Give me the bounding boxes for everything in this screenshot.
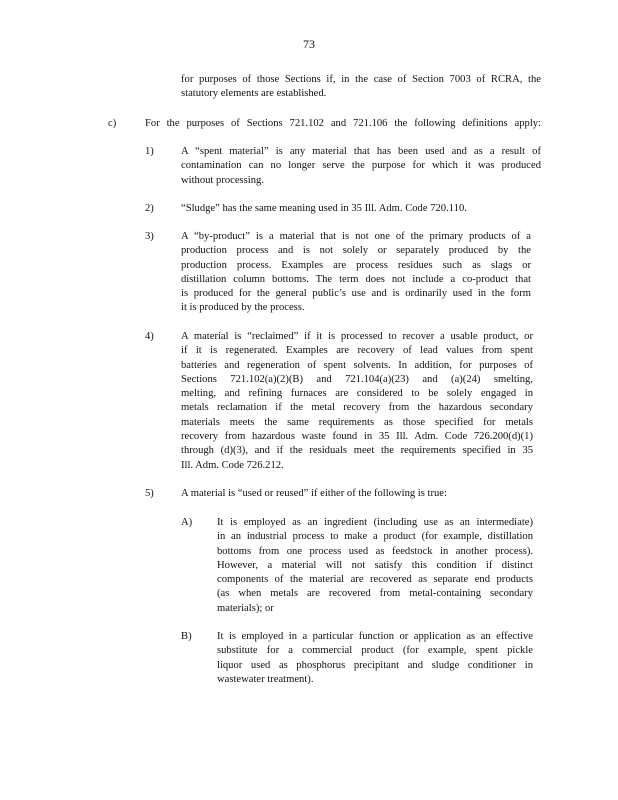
intro-paragraph [181, 73, 541, 102]
definition-reclaimed [181, 330, 533, 473]
text-line: materials meets the same requirements as those specified for metals [181, 416, 533, 428]
text-line: Ill. Adm. Code 726.212. [181, 459, 284, 471]
subitem-a-text [217, 516, 533, 616]
text-line: statutory elements are established. [181, 88, 327, 100]
text-line: wastewater treatment). [217, 673, 314, 685]
text-line: production process. Examples are process residues such as slags or [181, 259, 531, 271]
subitem-label: B) [181, 631, 192, 642]
text-line: components of the material are recovered as separate end products [217, 574, 533, 586]
text-line: distillation column bottoms. The term does not include a co-product that [181, 273, 531, 285]
text-line: A material is “used or reused” if either of the following is true: [181, 488, 447, 499]
text-line: A “spent material” is any material that has been used and as a result of [181, 146, 541, 157]
text-line: for purposes of those Sections if, in the case of Section 7003 of RCRA, the [181, 74, 541, 85]
text-line: “Sludge” has the same meaning used in 35 Ill. Adm. Code 720.110. [181, 203, 467, 214]
item-label: 1) [145, 146, 154, 157]
item-label: 4) [145, 331, 154, 342]
text-line: in an industrial process to make a product (for example, distillation [217, 531, 533, 543]
definition-sludge [181, 202, 541, 216]
section-c-label: c) [108, 118, 117, 129]
text-line: (as when metals are recovered from metal-containing secondary [217, 588, 533, 600]
text-line: production process and is not solely or separately produced by the [181, 245, 531, 257]
text-line: materials); or [217, 602, 274, 614]
definition-used-or-reused [181, 487, 541, 501]
text-line: However, a material will not satisfy this condition if distinct [217, 559, 533, 571]
text-line: It is employed as an ingredient (including use as an intermediate) [217, 517, 533, 528]
item-label: 2) [145, 203, 154, 214]
page-number: 73 [303, 37, 315, 51]
text-line: A material is “reclaimed” if it is processed to recover a usable product, or [181, 331, 533, 342]
section-c-text: For the purposes of Sections 721.102 and 721.106 the following definitions apply: [145, 118, 541, 129]
text-line: Sections 721.102(a)(2)(B) and 721.104(a)(23) and (a)(24) smelting, [181, 373, 533, 385]
text-line: is produced for the general public’s use and is ordinarily used in the form [181, 288, 531, 300]
subitem-label: A) [181, 517, 193, 528]
text-line: substitute for a commercial product (for example, spent pickle [217, 645, 533, 657]
text-line: if it is regenerated. Examples are recovery of lead values from spent [181, 345, 533, 357]
text-line: metals reclamation if the metal recovery from the hazardous secondary [181, 402, 533, 414]
text-line: without processing. [181, 174, 264, 186]
text-line: It is employed in a particular function or application as an effective [217, 631, 533, 642]
text-line: melting, and refining furnaces are considered to be solely engaged in [181, 388, 533, 400]
text-line: through (d)(3), and if the residuals meet the requirements specified in 35 [181, 445, 533, 457]
text-line: A “by-product” is a material that is not one of the primary products of a [181, 231, 531, 242]
text-line: bottoms from one process used as feedstock in another process). [217, 545, 533, 557]
item-label: 5) [145, 488, 154, 499]
text-line: contamination can no longer serve the purpose for which it was produced [181, 160, 541, 172]
text-line: batteries and regeneration of spent solvents. In addition, for purposes of [181, 359, 533, 371]
text-line: recovery from hazardous waste found in 35 Ill. Adm. Code 726.200(d)(1) [181, 431, 533, 443]
definition-by-product [181, 230, 531, 316]
item-label: 3) [145, 231, 154, 242]
subitem-b-text [217, 630, 533, 687]
text-line: liquor used as phosphorus precipitant and sludge conditioner in [217, 659, 533, 671]
text-line: it is produced by the process. [181, 302, 305, 314]
definition-spent-material [181, 145, 541, 188]
